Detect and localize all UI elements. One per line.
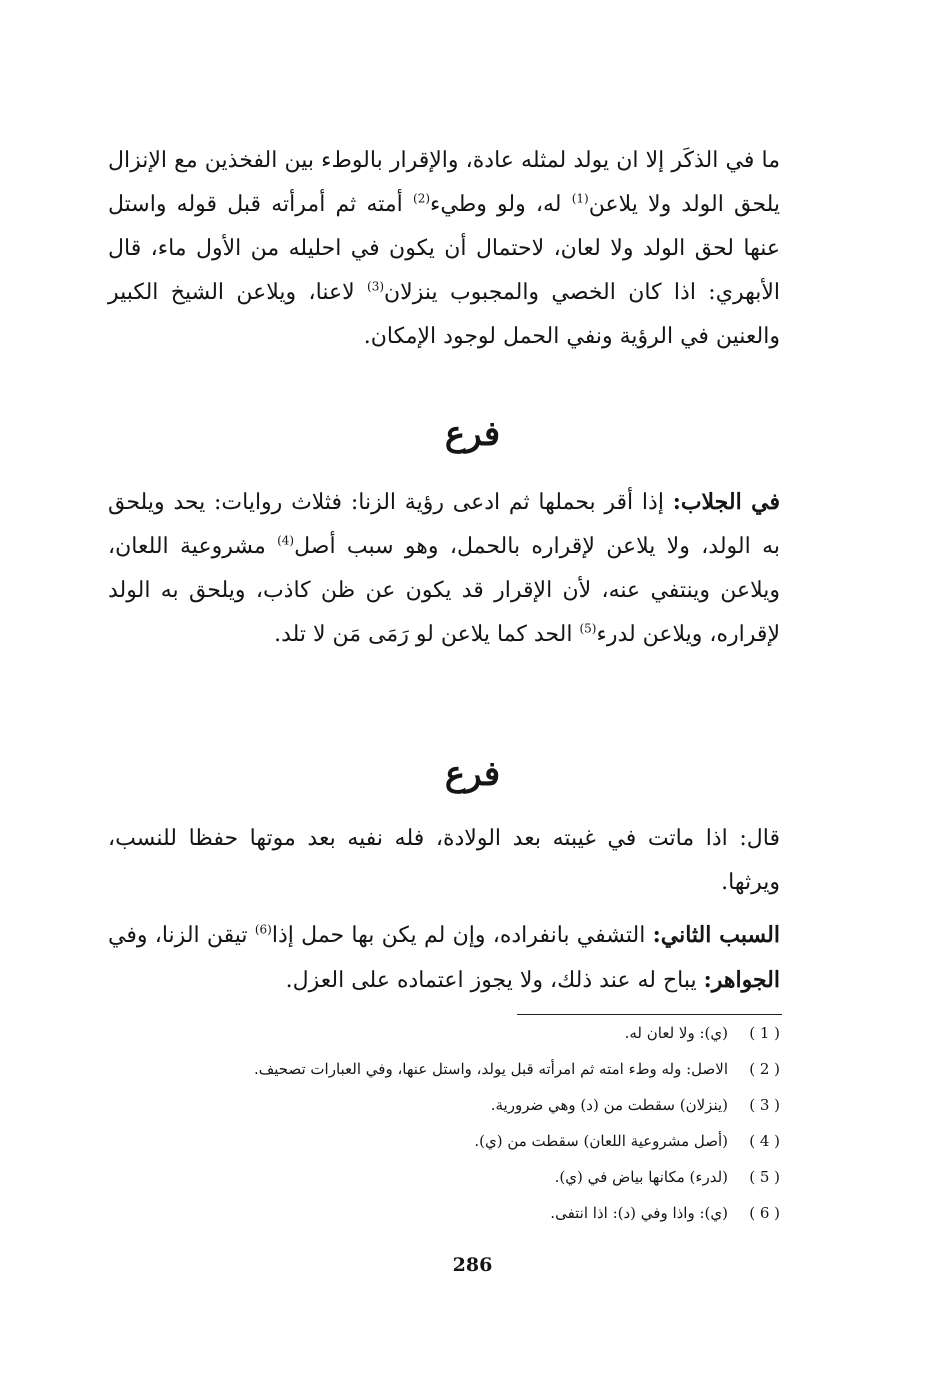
source-term-jallab: في الجلاب: xyxy=(672,489,780,515)
footnote-ref-4[interactable]: (4) xyxy=(277,533,295,548)
section-heading-2: فرع xyxy=(444,754,501,794)
paragraph xyxy=(108,139,780,359)
text-run: أمته ثم أمرأته قبل قوله واستل عنها لحق الولد ولا لعان، لاحتمال أن يكون في احليله من الأول ماء، قال الأبهري: اذا كان الخصي والمجبوب ينزلان xyxy=(108,192,781,305)
footnote-ref-6[interactable]: (6) xyxy=(254,922,272,937)
footnote xyxy=(160,1051,780,1087)
text-run: التشفي بانفراده، وإن لم يكن بها حمل إذا xyxy=(271,923,653,948)
footnote xyxy=(160,1087,780,1123)
text-run: تيقن الزنا، وفي xyxy=(108,923,255,948)
footnote-number: ( 1 ) xyxy=(749,1024,780,1042)
text-run: ما في الذكَر إلا ان يولد لمثله عادة، والإقرار بالوطء بين الفخذين مع الإنزال يلحق الولد ولا يلاعن xyxy=(108,148,780,217)
text-run: الحد كما يلاعن لو رَمَى مَن لا تلد. xyxy=(274,622,580,647)
page-number: 286 xyxy=(452,1254,493,1276)
footnote-text: (لدرء) مكانها بياض في (ي). xyxy=(554,1168,728,1186)
footnote xyxy=(160,1015,780,1051)
footnote-number: ( 5 ) xyxy=(749,1168,780,1186)
text-run: يباح له عند ذلك، ولا يجوز اعتماده على العزل. xyxy=(285,968,704,993)
footnote-text: (ي): واذا وفي (د): اذا انتفى. xyxy=(550,1204,728,1222)
footnote-ref-3[interactable]: (3) xyxy=(367,279,385,294)
footnote-ref-1[interactable]: (1) xyxy=(571,191,589,206)
footnotes xyxy=(160,1015,780,1231)
footnote-text: (أصل مشروعية اللعان) سقطت من (ي). xyxy=(474,1132,728,1150)
paragraph-opening xyxy=(108,139,780,359)
footnote xyxy=(160,1159,780,1195)
footnote-text: الاصل: وله وطء امته ثم امرأته قبل يولد، واستل عنها، وفي العبارات تصحيف. xyxy=(253,1060,728,1078)
paragraph xyxy=(108,480,780,657)
section-term-second-cause: السبب الثاني: xyxy=(652,922,780,948)
footnote-text: (ينزلان) سقطت من (د) وهي ضرورية. xyxy=(490,1096,728,1114)
footnote-number: ( 3 ) xyxy=(749,1096,780,1114)
section-heading-1: فرع xyxy=(444,414,501,454)
footnote-ref-5[interactable]: (5) xyxy=(579,621,597,636)
text-run: لاعنا، ويلاعن الشيخ الكبير والعنين في الرؤية ونفي الحمل لوجود الإمكان. xyxy=(108,280,780,349)
text-run: مشروعية اللعان، ويلاعن وينتفي عنه، لأن الإقرار قد يكون عن ظن كاذب، ويلحق به الولد لإقراره، ويلاعن لدرء xyxy=(108,534,780,647)
text-run: له، ولو وطيء xyxy=(430,192,572,217)
footnote-number: ( 6 ) xyxy=(749,1204,780,1222)
footnote-number: ( 2 ) xyxy=(749,1060,780,1078)
paragraph xyxy=(108,913,780,1003)
footnote-number: ( 4 ) xyxy=(749,1132,780,1150)
footnote-ref-2[interactable]: (2) xyxy=(413,191,431,206)
footnote-text: (ي): ولا لعان له. xyxy=(624,1024,728,1042)
paragraph-second-section xyxy=(108,817,780,1003)
source-term-jawahir: الجواهر: xyxy=(703,967,780,993)
text-run: إذا أقر بحملها ثم ادعى رؤية الزنا: فثلاث روايات: يحد ويلحق به الولد، ولا يلاعن لإقراره بالحمل، وهو سبب أصل xyxy=(108,490,780,559)
footnote xyxy=(160,1195,780,1231)
footnote xyxy=(160,1123,780,1159)
paragraph: قال: اذا ماتت في غيبته بعد الولادة، فله نفيه بعد موتها حفظا للنسب، ويرثها. xyxy=(108,826,780,895)
paragraph-jallab xyxy=(108,480,780,657)
